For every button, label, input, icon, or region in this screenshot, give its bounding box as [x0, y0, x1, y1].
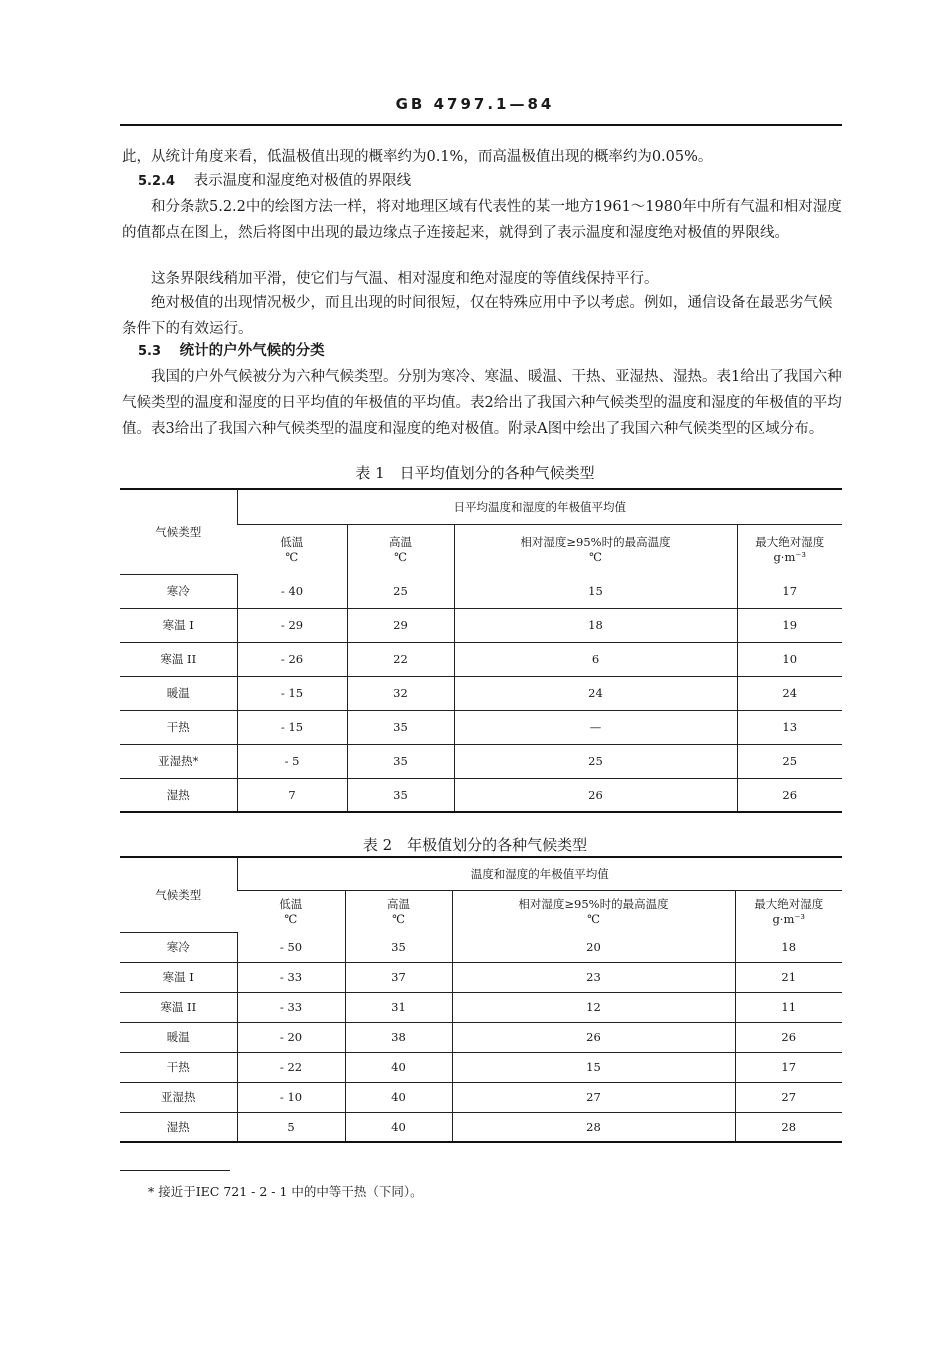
table-row	[120, 932, 842, 962]
high-temp-cell: 40	[345, 1112, 452, 1142]
climate-type-cell: 暖温	[120, 676, 237, 710]
max-abs-humidity-cell: 24	[737, 676, 842, 710]
low-temp-cell: - 33	[237, 992, 345, 1022]
max-abs-humidity-cell: 10	[737, 642, 842, 676]
high-temp-cell: 25	[347, 574, 454, 608]
high-temp-cell: 35	[345, 932, 452, 962]
high-temp-cell: 37	[345, 962, 452, 992]
section-title: 表示温度和湿度绝对极值的界限线	[193, 173, 412, 189]
s524-paragraph-3: 绝对极值的出现情况极少，而且出现的时间很短，仅在特殊应用中予以考虑。例如，通信设备在最恶劣气候条件下的有效运行。	[122, 295, 833, 337]
rh-max-temp-cell: 23	[452, 962, 735, 992]
header-max-abs-humidity: 最大绝对湿度 g·m⁻³	[737, 524, 842, 574]
section-5-3-heading	[138, 338, 325, 365]
climate-type-cell: 寒冷	[120, 932, 237, 962]
high-temp-cell: 32	[347, 676, 454, 710]
header-climate-type: 气候类型	[120, 857, 237, 932]
intro-paragraph: 此，从统计角度来看，低温极值出现的概率约为0.1%，而高温极值出现的概率约为0.05%。	[122, 149, 713, 165]
header-low-temp: 低温 ℃	[280, 535, 304, 565]
high-temp-cell: 22	[347, 642, 454, 676]
s53-paragraph-1: 我国的户外气候被分为六种气候类型。分别为寒冷、寒温、暖温、干热、亚湿热、湿热。表1给出了我国六种气候类型的温度和湿度的日平均值的年极值的平均值。表2给出了我国六种气候类型的温度和湿度的年极值的平均值。表3给出了我国六种气候类型的温度和湿度的绝对极值。附录A图中绘出了我国六种气候类型的区域分布。	[122, 369, 842, 437]
header-high-temp: 高温 ℃	[345, 890, 452, 932]
table-row	[120, 1022, 842, 1052]
max-abs-humidity-cell: 28	[735, 1112, 842, 1142]
section-number: 5.3	[138, 344, 162, 359]
low-temp-cell: - 20	[237, 1022, 345, 1052]
climate-type-cell: 寒温 I	[120, 608, 237, 642]
rh-max-temp-cell: 18	[454, 608, 737, 642]
high-temp-cell: 31	[345, 992, 452, 1022]
climate-type-cell: 湿热	[166, 1119, 190, 1134]
rh-max-temp-cell: 28	[452, 1112, 735, 1142]
header-group: 温度和湿度的年极值平均值	[237, 857, 842, 890]
max-abs-humidity-cell: 26	[737, 778, 842, 812]
table-row	[120, 778, 842, 812]
table-row	[120, 676, 842, 710]
rh-max-temp-cell: 26	[452, 1022, 735, 1052]
low-temp-cell: - 15	[237, 710, 347, 744]
max-abs-humidity-cell: 27	[735, 1082, 842, 1112]
climate-type-cell: 寒温 I	[120, 962, 237, 992]
high-temp-cell: 40	[345, 1052, 452, 1082]
low-temp-cell: - 33	[237, 962, 345, 992]
climate-type-cell: 寒温 II	[120, 992, 237, 1022]
footnote: * 接近于IEC 721 - 2 - 1 中的中等干热（下同）。	[148, 1184, 423, 1199]
table-1-caption: 表 1 日平均值划分的各种气候类型	[355, 464, 595, 482]
table-row	[120, 1082, 842, 1112]
table-row	[120, 992, 842, 1022]
max-abs-humidity-cell: 17	[735, 1052, 842, 1082]
climate-type-cell: 寒冷	[120, 574, 237, 608]
high-temp-cell: 35	[347, 744, 454, 778]
max-abs-humidity-cell: 18	[735, 932, 842, 962]
max-abs-humidity-cell: 11	[735, 992, 842, 1022]
rh-max-temp-cell: 20	[452, 932, 735, 962]
s524-paragraph-2: 这条界限线稍加平滑，使它们与气温、相对湿度和绝对湿度的等值线保持平行。	[151, 271, 659, 287]
table-row	[120, 744, 842, 778]
max-abs-humidity-cell: 17	[737, 574, 842, 608]
climate-type-cell: 亚湿热*	[120, 744, 237, 778]
s524-paragraph-1: 和分条款5.2.2中的绘图方法一样，将对地理区域有代表性的某一地方1961～1980年中所有气温和相对湿度的值都点在图上，然后将图中出现的最边缘点子连接起来，就得到了表示温度和湿度绝对极值的界限线。	[122, 199, 842, 241]
high-temp-cell: 38	[345, 1022, 452, 1052]
section-title: 统计的户外气候的分类	[179, 342, 325, 359]
table-row	[120, 1052, 842, 1082]
section-number: 5.2.4	[138, 174, 176, 189]
table-row	[120, 608, 842, 642]
low-temp-cell: 7	[237, 778, 347, 812]
low-temp-cell: - 26	[237, 642, 347, 676]
climate-type-cell: 寒温 II	[120, 642, 237, 676]
table-row	[120, 642, 842, 676]
header-rule	[120, 124, 842, 126]
table-2	[120, 856, 842, 1143]
table-row	[120, 962, 842, 992]
table-row	[120, 710, 842, 744]
rh-max-temp-cell: —	[454, 710, 737, 744]
max-abs-humidity-cell: 19	[737, 608, 842, 642]
climate-type-cell: 暖温	[120, 1022, 237, 1052]
rh-max-temp-cell: 24	[454, 676, 737, 710]
header-max-abs-humidity: 最大绝对湿度 g·m⁻³	[735, 890, 842, 932]
header-low-temp: 低温 ℃	[279, 897, 303, 927]
rh-max-temp-cell: 6	[454, 642, 737, 676]
rh-max-temp-cell: 27	[452, 1082, 735, 1112]
table-1	[120, 488, 842, 813]
low-temp-cell: - 29	[237, 608, 347, 642]
table-2-caption: 表 2 年极值划分的各种气候类型	[362, 836, 588, 854]
header-group: 日平均温度和湿度的年极值平均值	[237, 489, 842, 524]
low-temp-cell: 5	[237, 1112, 345, 1142]
footnote-rule	[120, 1170, 230, 1171]
max-abs-humidity-cell: 13	[737, 710, 842, 744]
rh-max-temp-cell: 25	[454, 744, 737, 778]
low-temp-cell: - 50	[237, 932, 345, 962]
rh-max-temp-cell: 26	[454, 778, 737, 812]
low-temp-cell: - 22	[237, 1052, 345, 1082]
header-climate-type: 气候类型	[120, 489, 237, 574]
rh-max-temp-cell: 15	[452, 1052, 735, 1082]
table-row	[120, 1112, 842, 1142]
table-row	[120, 574, 842, 608]
low-temp-cell: - 10	[237, 1082, 345, 1112]
low-temp-cell: - 15	[237, 676, 347, 710]
high-temp-cell: 29	[347, 608, 454, 642]
low-temp-cell: - 5	[237, 744, 347, 778]
climate-type-cell: 干热	[120, 1052, 237, 1082]
high-temp-cell: 40	[345, 1082, 452, 1112]
document-header: GB 4797.1—84	[395, 95, 555, 113]
header-rh-max-temp: 相对湿度≥95%时的最高温度 ℃	[452, 890, 735, 932]
max-abs-humidity-cell: 21	[735, 962, 842, 992]
low-temp-cell: - 40	[237, 574, 347, 608]
section-5-2-4-heading	[138, 168, 411, 195]
high-temp-cell: 35	[347, 710, 454, 744]
climate-type-cell: 干热	[120, 710, 237, 744]
climate-type-cell: 湿热	[166, 787, 190, 802]
high-temp-cell: 35	[347, 778, 454, 812]
climate-type-cell: 亚湿热	[120, 1082, 237, 1112]
rh-max-temp-cell: 15	[454, 574, 737, 608]
rh-max-temp-cell: 12	[452, 992, 735, 1022]
max-abs-humidity-cell: 25	[737, 744, 842, 778]
max-abs-humidity-cell: 26	[735, 1022, 842, 1052]
header-high-temp: 高温 ℃	[347, 524, 454, 574]
header-rh-max-temp: 相对湿度≥95%时的最高温度 ℃	[454, 524, 737, 574]
